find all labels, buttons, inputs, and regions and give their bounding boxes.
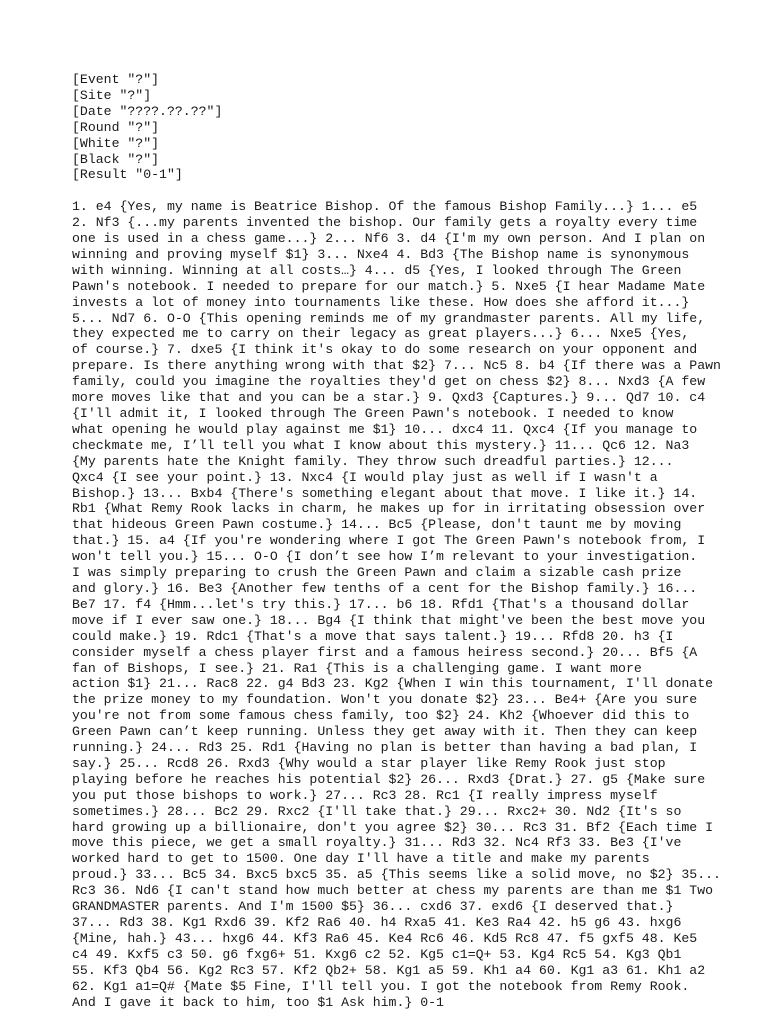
movetext-line: Rc3 36. Nd6 {I can't stand how much better at chess my parents are than me $1 Two	[72, 883, 714, 899]
movetext-line: with winning. Winning at all costs…} 4... d5 {Yes, I looked through The Green	[72, 262, 682, 278]
pgn-tag-line: [Round "?"]	[72, 119, 160, 135]
pgn-movetext	[72, 199, 721, 1010]
movetext-line: checkmate me, I’ll tell you what I know about this mystery.} 11... Qc6 12. Na3	[72, 437, 690, 453]
movetext-line: action $1} 21... Rac8 22. g4 Bd3 23. Kg2 {When I win this tournament, I'll donate	[72, 676, 714, 692]
movetext-line: worked hard to get to 1500. One day I'll have a title and make my parents	[72, 851, 650, 867]
movetext-line: {I'll admit it, I looked through The Green Pawn's notebook. I needed to know	[72, 406, 674, 422]
movetext-line: 37... Rd3 38. Kg1 Rxd6 39. Kf2 Ra6 40. h4 Rxa5 41. Ke3 Ra4 42. h5 g6 43. hxg6	[72, 915, 682, 931]
pgn-tag-line: [Event "?"]	[72, 72, 160, 87]
movetext-line: one is used in a chess game...} 2... Nf6 3. d4 {I'm my own person. And I plan on	[72, 231, 706, 247]
movetext-line: you're not from some famous chess family, too $2} 24. Kh2 {Whoever did this to	[72, 708, 690, 724]
movetext-line: Qxc4 {I see your point.} 13. Nxc4 {I would play just as well if I wasn't a	[72, 469, 658, 485]
movetext-line: of course.} 7. dxe5 {I think it's okay to do some research on your opponent and	[72, 342, 698, 358]
movetext-line: GRANDMASTER parents. And I'm 1500 $5} 36... cxd6 37. exd6 {I deserved that.}	[72, 899, 674, 915]
pgn-header-tags	[72, 72, 712, 183]
pgn-tag-line: [Site "?"]	[72, 87, 152, 103]
movetext-line: they expected me to carry on their legacy as great players...} 6... Nxe5 {Yes,	[72, 326, 690, 342]
movetext-line: 1. e4 {Yes, my name is Beatrice Bishop. Of the famous Bishop Family...} 1... e5	[72, 199, 698, 215]
movetext-line: winning and proving myself $1} 3... Nxe4 4. Bd3 {The Bishop name is synonymous	[72, 246, 690, 262]
movetext-line: 55. Kf3 Qb4 56. Kg2 Rc3 57. Kf2 Qb2+ 58. Kg1 a5 59. Kh1 a4 60. Kg1 a3 61. Kh1 a2	[72, 962, 706, 978]
movetext-line: {My parents hate the Knight family. They throw such dreadful parties.} 12...	[72, 453, 674, 469]
movetext-line: the prize money to my foundation. Won't you donate $2} 23... Be4+ {Are you sure	[72, 692, 698, 708]
movetext-line: proud.} 33... Bc5 34. Bxc5 bxc5 35. a5 {This seems like a solid move, no $2} 35...	[72, 867, 721, 883]
movetext-line: Be7 17. f4 {Hmm...let's try this.} 17... b6 18. Rfd1 {That's a thousand dollar	[72, 596, 690, 612]
movetext-line: prepare. Is there anything wrong with that $2} 7... Nc5 8. b4 {If there was a Pawn	[72, 358, 721, 374]
movetext-line: family, could you imagine the royalties they'd get on chess $2} 8... Nxd3 {A few	[72, 374, 706, 390]
pgn-tag-line: [Black "?"]	[72, 151, 160, 167]
movetext-line: running.} 24... Rd3 25. Rd1 {Having no plan is better than having a bad plan, I	[72, 740, 698, 756]
movetext-line: move this piece, we get a small royalty.} 31... Rd3 32. Nc4 Rf3 33. Be3 {I've	[72, 835, 682, 851]
movetext-line: 2. Nf3 {...my parents invented the bishop. Our family gets a royalty every time	[72, 215, 698, 231]
movetext-line: that.} 15. a4 {If you're wondering where I got The Green Pawn's notebook from, I	[72, 533, 706, 549]
pgn-tag-line: [White "?"]	[72, 135, 160, 151]
pgn-tag-line: [Result "0-1"]	[72, 167, 183, 183]
movetext-line: I was simply preparing to crush the Green Pawn and claim a sizable cash prize	[72, 565, 682, 581]
movetext-line: hard growing up a billionaire, don't you agree $2} 30... Rc3 31. Bf2 {Each time I	[72, 819, 714, 835]
pgn-document	[72, 72, 721, 1010]
movetext-line: invests a lot of money into tournaments like these. How does she afford it...}	[72, 294, 690, 310]
movetext-line: what opening he would play against me $1} 10... dxc4 11. Qxc4 {If you manage to	[72, 421, 698, 437]
movetext-line: more moves like that and you can be a star.} 9. Qxd3 {Captures.} 9... Qd7 10. c4	[72, 390, 706, 406]
movetext-line: Bishop.} 13... Bxb4 {There's something elegant about that move. I like it.} 14.	[72, 485, 698, 501]
pgn-tag-line: [Date "????.??.??"]	[72, 103, 223, 119]
movetext-line: 62. Kg1 a1=Q# {Mate $5 Fine, I'll tell you. I got the notebook from Remy Rook.	[72, 978, 690, 994]
movetext-line: and glory.} 16. Be3 {Another few tenths of a cent for the Bishop family.} 16...	[72, 580, 698, 596]
movetext-line: fan of Bishops, I see.} 21. Ra1 {This is a challenging game. I want more	[72, 660, 642, 676]
movetext-line: {Mine, hah.} 43... hxg6 44. Kf3 Ra6 45. Ke4 Rc6 46. Kd5 Rc8 47. f5 gxf5 48. Ke5	[72, 930, 698, 946]
movetext-line: won't tell you.} 15... O-O {I don’t see how I’m relevant to your investigation.	[72, 549, 698, 565]
movetext-line: sometimes.} 28... Bc2 29. Rxc2 {I'll take that.} 29... Rxc2+ 30. Nd2 {It's so	[72, 803, 682, 819]
movetext-line: Green Pawn can’t keep running. Unless they get away with it. Then they can keep	[72, 724, 698, 740]
movetext-line: consider myself a chess player first and a famous heiress second.} 20... Bf5 {A	[72, 644, 698, 660]
movetext-line: that hideous Green Pawn costume.} 14... Bc5 {Please, don't taunt me by moving	[72, 517, 682, 533]
movetext-line: And I gave it back to him, too $1 Ask him.} 0-1	[72, 994, 444, 1010]
movetext-line: 5... Nd7 6. O-O {This opening reminds me of my grandmaster parents. All my life,	[72, 310, 706, 326]
movetext-line: you put those bishops to work.} 27... Rc3 28. Rc1 {I really impress myself	[72, 787, 658, 803]
movetext-line: playing before he reaches his potential $2} 26... Rxd3 {Drat.} 27. g5 {Make sure	[72, 771, 706, 787]
movetext-line: c4 49. Kxf5 c3 50. g6 fxg6+ 51. Kxg6 c2 52. Kg5 c1=Q+ 53. Kg4 Rc5 54. Kg3 Qb1	[72, 946, 682, 962]
movetext-line: could make.} 19. Rdc1 {That's a move that says talent.} 19... Rfd8 20. h3 {I	[72, 628, 674, 644]
movetext-line: say.} 25... Rcd8 26. Rxd3 {Why would a star player like Remy Rook just stop	[72, 755, 666, 771]
movetext-line: move if I ever saw one.} 18... Bg4 {I think that might've been the best move you	[72, 612, 706, 628]
movetext-line: Rb1 {What Remy Rook lacks in charm, he makes up for in irritating obsession over	[72, 501, 706, 517]
movetext-line: Pawn's notebook. I needed to prepare for our match.} 5. Nxe5 {I hear Madame Mate	[72, 278, 706, 294]
